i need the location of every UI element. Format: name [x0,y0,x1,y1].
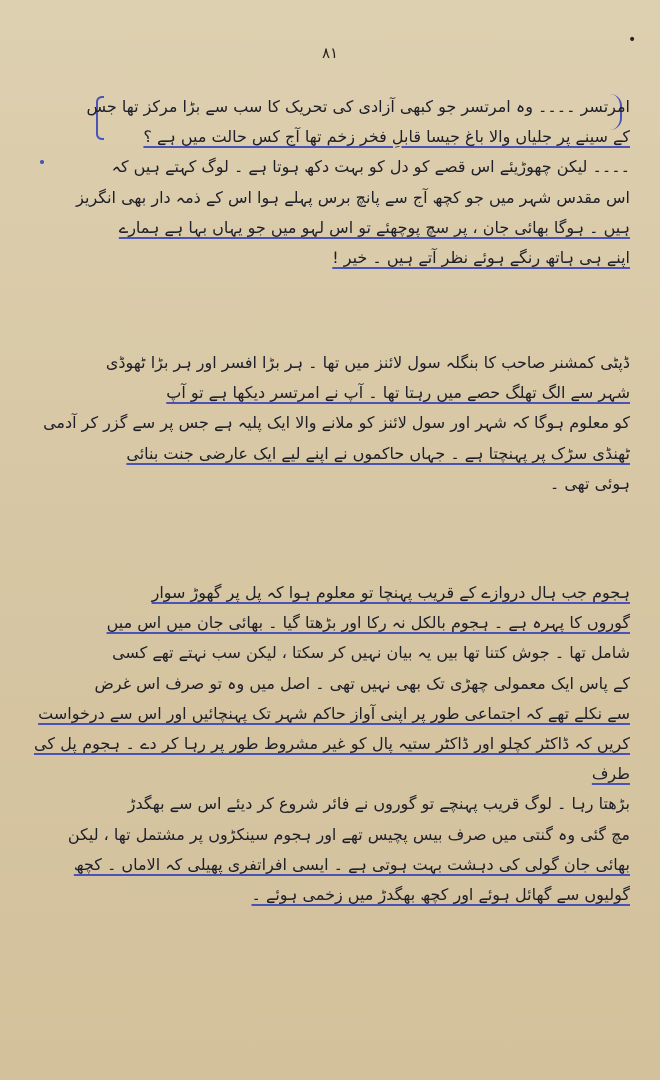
text-line: کریں کہ ڈاکٹر کچلو اور ڈاکٹر ستیہ پال کو غیر مشروط طور پر رہا کر دے ۔ ہجوم پل کی طرف [34,734,630,784]
text-line: گوروں کا پہرہ ہے ۔ ہجوم بالکل نہ رکا اور بڑھتا گیا ۔ بھائی جان میں اس میں [106,613,630,633]
text-line: بھائی جان گولی کی دہشت بہت ہوتی ہے ۔ ایسی افراتفری پھیلی کہ الاماں ۔ کچھ [73,854,630,874]
text-line: کو معلوم ہوگا کہ شہر اور سول لائنز کو ملانے والا ایک پلیہ ہے جس پر سے گزر کر آدمی [43,413,630,433]
text-line: شہر سے الگ تھلگ حصے میں رہتا تھا ۔ آپ نے امرتسر دیکھا ہے تو آپ [166,383,630,403]
page-number: ۸۱ [321,44,339,62]
paragraph-1 [34,92,630,273]
text-line: اس مقدس شہر میں جو کچھ آج سے پانچ برس پہلے ہوا اس کے ذمہ دار بھی انگریز [76,187,630,207]
text-line: کے سینے پر جلیاں والا باغ جیسا قابلِ فخر زخم تھا آج کس حالت میں ہے ؟ [143,127,630,147]
text-line: ٹھنڈی سڑک پر پہنچتا ہے ۔ جہاں حاکموں نے اپنے لیے ایک عارضی جنت بنائی [126,443,630,463]
paragraph-2 [34,348,630,499]
text-line: امرتسر ۔۔۔۔ وہ امرتسر جو کبھی آزادی کی تحریک کا سب سے بڑا مرکز تھا جس [86,97,630,116]
text-line: ڈپٹی کمشنر صاحب کا بنگلہ سول لائنز میں تھا ۔ ہر بڑا افسر اور ہر بڑا ٹھوڈی [105,353,630,372]
text-line: کے پاس ایک معمولی چھڑی تک بھی نہیں تھی ۔ اصل میں وہ تو صرف اس غرض [94,673,630,693]
corner-mark: • [628,32,637,48]
text-line: سے نکلے تھے کہ اجتماعی طور پر اپنی آواز حاکم شہر تک پہنچائیں اور اس سے درخواست [38,703,630,723]
text-line: ہیں ۔ ہوگا بھائی جان ، پر سچ پوچھئے تو اس لہو میں جو یہاں بہا ہے ہمارے [118,217,630,237]
text-line: بڑھتا رہا ۔ لوگ قریب پہنچے تو گوروں نے فائر شروع کر دیئے اس سے بھگدڑ [127,794,630,814]
paragraph-3 [34,578,630,910]
text-line: ۔۔۔۔ لیکن چھوڑیئے اس قصے کو دل کو بہت دکھ ہوتا ہے ۔ لوگ کہتے ہیں کہ [111,157,630,177]
text-line: مچ گئی وہ گنتی میں صرف بیس پچیس تھے اور ہجوم سینکڑوں پر مشتمل تھا ، لیکن [67,824,630,844]
text-line: ہجوم جب ہال دروازے کے قریب پہنچا تو معلوم ہوا کہ پل پر گھوڑ سوار [151,583,630,602]
text-line: گولیوں سے گھائل ہوئے اور کچھ بھگدڑ میں زخمی ہوئے ۔ [251,885,630,905]
text-line: ہوئی تھی ۔ [549,473,630,493]
text-line: شامل تھا ۔ جوش کتنا تھا بیں یہ بیان نہیں کر سکتا ، لیکن سب نہتے تھے کسی [112,643,630,663]
text-line: اپنے ہی ہاتھ رنگے ہوئے نظر آتے ہیں ۔ خیر ! [332,248,630,268]
